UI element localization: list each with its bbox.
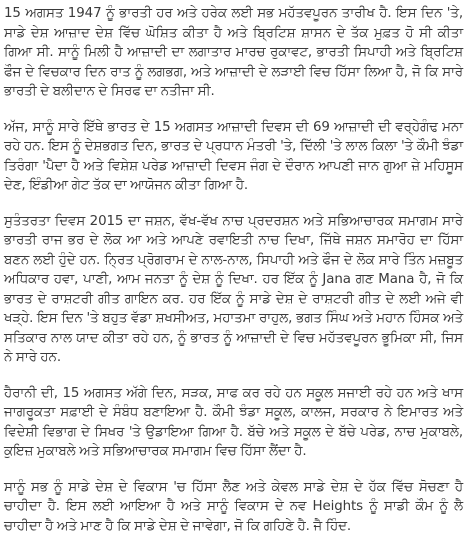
paragraph-4: ਹੈਰਾਨੀ ਦੀ, 15 ਅਗਸਤ ਅੱਗੇ ਦਿਨ, ਸੜਕ, ਸਾਫ ਕਰ ਰਹੇ ਹਨ ਸਕੂਲ ਸਜਾਈ ਰਹੇ ਹਨ ਅਤੇ ਖਾਸ ਜਾਗਰੂਕਤਾ ਸਫ਼ਾਈ ਦੇ ਸੰਬੰਧ ਬਣਾਇਆ ਹੈ. ਕੌਮੀ ਝੰਡਾ ਸਕੂਲ, ਕਾਲਜ, ਸਰਕਾਰ ਨੇ ਇਮਾਰਤ ਅਤੇ ਵਿਦੇਸ਼ੀ ਵਿਭਾਗ ਦੇ ਸਿਖਰ 'ਤੇ ਉਡਾਇਆ ਗਿਆ ਹੈ. ਬੱਚੇ ਅਤੇ ਸਕੂਲ ਦੇ ਬੱਚੇ ਪਰੇਡ, ਨਾਚ ਮੁਕਾਬਲੇ, ਕੁਇਜ਼ ਮੁਕਾਬਲੇ ਅਤੇ ਸਭਿਆਚਾਰਕ ਸਮਾਗਮ ਵਿਚ ਹਿੱਸਾ ਲੈਂਦਾ ਹੈ. xyxy=(4,384,463,462)
paragraph-5: ਸਾਨੂੰ ਸਭ ਨੂੰ ਸਾਡੇ ਦੇਸ਼ ਦੇ ਵਿਕਾਸ 'ਚ ਹਿੱਸਾ ਲੈਣ ਅਤੇ ਕੇਵਲ ਸਾਡੇ ਦੇਸ਼ ਦੇ ਹੱਕ ਵਿੱਚ ਸੋਚਣਾ ਹੈ ਚਾਹੀਦਾ ਹੈ. ਇਸ ਲਈ ਆਇਆ ਹੈ ਅਤੇ ਸਾਨੂੰ ਵਿਕਾਸ ਦੇ ਨਵ Heights ਨੂੰ ਸਾਡੀ ਕੌਮ ਨੂੰ ਲੈ ਚਾਹੀਦਾ ਹੈ ਅਤੇ ਮਾਣ ਹੈ ਕਿ ਸਾਡੇ ਦੇਸ਼ ਦੇ ਜਾਵੇਗਾ, ਜੋ ਕਿ ਗਹਿਣੇ ਹੈ. ਜੈ ਹਿੰਦ. xyxy=(4,478,463,536)
paragraph-1: 15 ਅਗਸਤ 1947 ਨੂੰ ਭਾਰਤੀ ਹਰ ਅਤੇ ਹਰੇਕ ਲਈ ਸਭ ਮਹੱਤਵਪੂਰਨ ਤਾਰੀਖ ਹੈ. ਇਸ ਦਿਨ 'ਤੇ, ਸਾਡੇ ਦੇਸ਼ ਆਜ਼ਾਦ ਦੇਸ਼ ਵਿੱਚ ਘੋਸ਼ਿਤ ਕੀਤਾ ਹੈ ਅਤੇ ਬ੍ਰਿਟਿਸ਼ ਸ਼ਾਸਨ ਦੇ ਤੱਕ ਮੁਫ਼ਤ ਹੋ ਸੀ ਕੀਤਾ ਗਿਆ ਸੀ. ਸਾਨੂੰ ਮਿਲੀ ਹੈ ਆਜ਼ਾਦੀ ਦਾ ਲਗਾਤਾਰ ਮਾਰਚ ਰੁਕਾਵਟ, ਭਾਰਤੀ ਸਿਪਾਹੀ ਅਤੇ ਬ੍ਰਿਟਿਸ਼ ਫੌਜ ਦੇ ਵਿਚਕਾਰ ਦਿਨ ਰਾਤ ਨੂੰ ਲਗਭਗ, ਅਤੇ ਆਜ਼ਾਦੀ ਦੇ ਲੜਾਈ ਵਿਚ ਹਿੱਸਾ ਲਿਆ ਹੈ, ਜੋ ਕਿ ਸਾਰੇ ਭਾਰਤੀ ਦੇ ਬਲੀਦਾਨ ਦੇ ਸਿਰਫ ਦਾ ਨਤੀਜਾ ਸੀ. xyxy=(4,4,463,102)
paragraph-3: ਸੁਤੰਤਰਤਾ ਦਿਵਸ 2015 ਦਾ ਜਸ਼ਨ, ਵੱਖ-ਵੱਖ ਨਾਚ ਪ੍ਰਦਰਸ਼ਨ ਅਤੇ ਸਭਿਆਚਾਰਕ ਸਮਾਗਮ ਸਾਰੇ ਭਾਰਤੀ ਰਾਜ ਭਰ ਦੇ ਲੋਕ ਆ ਅਤੇ ਆਪਣੇ ਰਵਾਇਤੀ ਨਾਚ ਦਿਖਾ, ਜਿੱਥੇ ਜਸ਼ਨ ਸਮਾਰੋਹ ਦਾ ਹਿੱਸਾ ਬਣਨ ਲਈ ਹੁੰਦੇ ਹਨ. ਨ੍ਰਿਤ ਪ੍ਰੋਗਰਾਮ ਦੇ ਨਾਲ-ਨਾਲ, ਸਿਪਾਹੀ ਅਤੇ ਫੌਜ ਦੇ ਲੋਕ ਸਾਰੇ ਤਿੰਨ ਮਜ਼ਬੂਤ ਅਧਿਕਾਰ ਹਵਾ, ਪਾਣੀ, ਆਮ ਜਨਤਾ ਨੂੰ ਦੇਸ਼ ਨੂੰ ਦਿਖਾ. ਹਰ ਇੱਕ ਨੂੰ Jana ਗਣ Mana ਹੈ, ਜੋ ਕਿ ਭਾਰਤ ਦੇ ਰਾਸ਼ਟਰੀ ਗੀਤ ਗਾਇਨ ਕਰ. ਹਰ ਇੱਕ ਨੂੰ ਸਾਡੇ ਦੇਸ਼ ਦੇ ਰਾਸ਼ਟਰੀ ਗੀਤ ਦੇ ਲਈ ਅਜੇ ਵੀ ਖੜ੍ਹੇ. ਇਸ ਦਿਨ 'ਤੇ ਬਹੁਤ ਵੱਡਾ ਸ਼ਖਸੀਅਤ, ਮਹਾਤਮਾ ਰਾਹੁਲ, ਭਗਤ ਸਿੰਘ ਅਤੇ ਮਹਾਨ ਹਿੰਸਕ ਅਤੇ ਸਤਿਕਾਰ ਨਾਲ ਯਾਦ ਕੀਤਾ ਰਹੇ ਹਨ, ਨੂੰ ਭਾਰਤ ਨੂੰ ਆਜ਼ਾਦੀ ਦੇ ਵਿਚ ਮਹੱਤਵਪੂਰਨ ਭੂਮਿਕਾ ਸੀ, ਜਿਸ ਨੇ ਸਾਰੇ ਹਨ. xyxy=(4,212,463,368)
paragraph-2: ਅੱਜ, ਸਾਨੂੰ ਸਾਰੇ ਇੱਥੇ ਭਾਰਤ ਦੇ 15 ਅਗਸਤ ਆਜ਼ਾਦੀ ਦਿਵਸ ਦੀ 69 ਆਜ਼ਾਦੀ ਦੀ ਵਰ੍ਹੇਗੰਢ ਮਨਾ ਰਹੇ ਹਨ. ਇਸ ਨੂੰ ਦੇਸ਼ਭਗਤ ਦਿਨ, ਭਾਰਤ ਦੇ ਪ੍ਰਧਾਨ ਮੰਤਰੀ 'ਤੇ, ਦਿੱਲੀ 'ਤੇ ਲਾਲ ਕਿਲਾ 'ਤੇ ਕੌਮੀ ਝੰਡਾ ਤਿਰੰਗਾ 'ਪੈਦਾ ਹੈ ਅਤੇ ਵਿਸ਼ੇਸ਼ ਪਰੇਡ ਆਜ਼ਾਦੀ ਦਿਵਸ ਜੰਗ ਦੇ ਦੌਰਾਨ ਆਪਣੀ ਜਾਨ ਗੁਆ ਜ਼ੇ ਮਹਿਸੂਸ ਦੇਣ, ਇੰਡੀਆ ਗੇਟ ਤੱਕ ਦਾ ਆਯੋਜਨ ਕੀਤਾ ਗਿਆ ਹੈ. xyxy=(4,118,463,196)
